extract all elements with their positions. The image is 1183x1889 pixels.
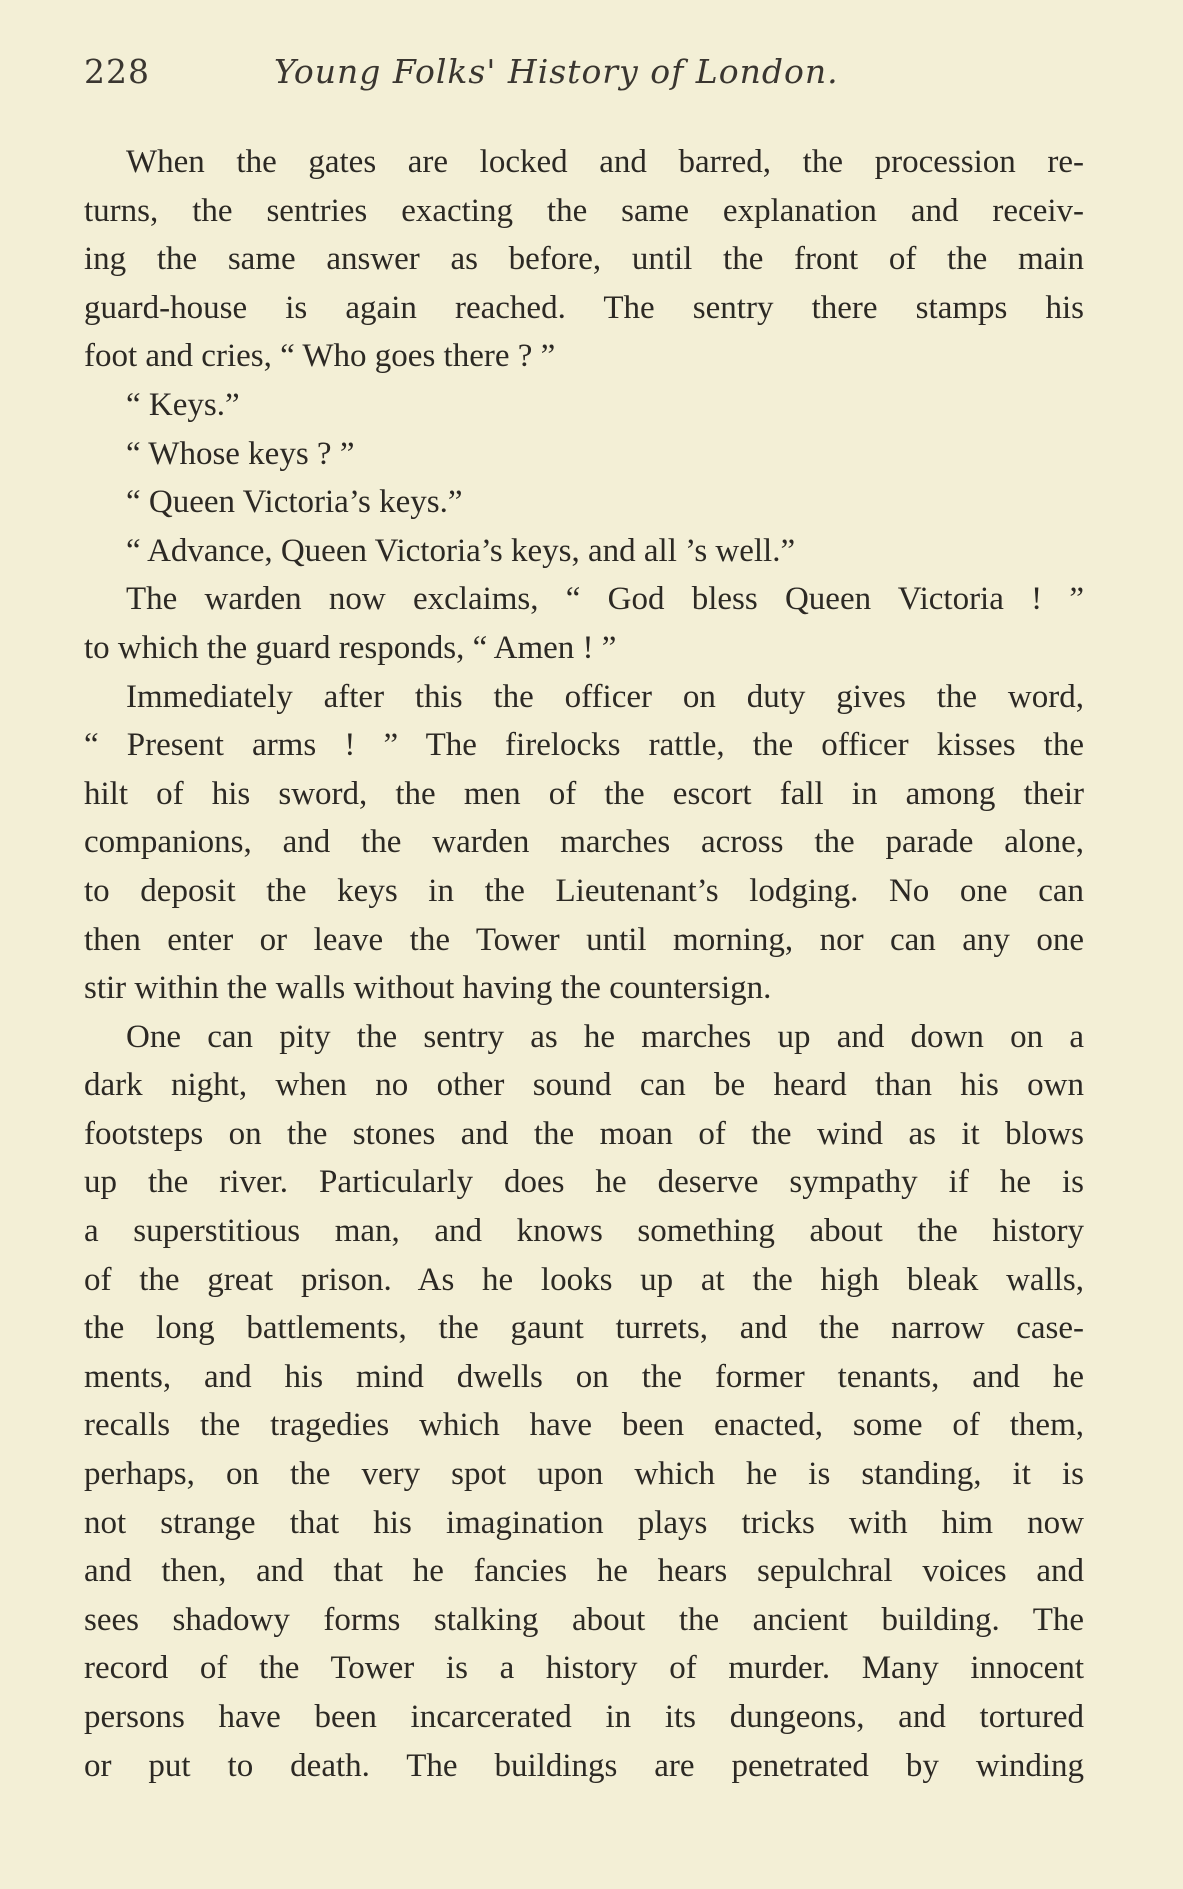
text-line: companions, and the warden marches across the parade alone, bbox=[84, 824, 1084, 861]
text-line: recalls the tragedies which have been enacted, some of them, bbox=[84, 1407, 1084, 1444]
text-line: “ Queen Victoria’s keys.” bbox=[126, 484, 463, 521]
text-line: and then, and that he fancies he hears sepulchral voices and bbox=[84, 1553, 1084, 1590]
text-line: stir within the walls without having the countersign. bbox=[84, 970, 772, 1007]
page-header bbox=[84, 52, 1084, 102]
text-line: ing the same answer as before, until the front of the main bbox=[84, 241, 1084, 278]
text-line: then enter or leave the Tower until morning, nor can any one bbox=[84, 921, 1084, 958]
text-line: footsteps on the stones and the moan of the wind as it blows bbox=[84, 1115, 1084, 1152]
text-line: One can pity the sentry as he marches up and down on a bbox=[126, 1018, 1084, 1055]
text-line: ments, and his mind dwells on the former tenants, and he bbox=[84, 1358, 1084, 1395]
text-line: perhaps, on the very spot upon which he is standing, it is bbox=[84, 1456, 1084, 1493]
text-line: not strange that his imagination plays tricks with him now bbox=[84, 1504, 1084, 1541]
text-line: “ Keys.” bbox=[126, 386, 240, 423]
text-line: Immediately after this the officer on duty gives the word, bbox=[126, 678, 1084, 715]
text-line: “ Present arms ! ” The firelocks rattle, the officer kisses the bbox=[84, 727, 1084, 764]
text-line: to deposit the keys in the Lieutenant’s lodging. No one can bbox=[84, 872, 1084, 909]
text-line: hilt of his sword, the men of the escort fall in among their bbox=[84, 775, 1084, 812]
text-line: “ Advance, Queen Victoria’s keys, and all ’s well.” bbox=[126, 532, 796, 569]
text-line: The warden now exclaims, “ God bless Queen Victoria ! ” bbox=[126, 581, 1084, 618]
text-line: guard-house is again reached. The sentry there stamps his bbox=[84, 289, 1084, 326]
text-line: to which the guard responds, “ Amen ! ” bbox=[84, 629, 617, 666]
text-line: of the great prison. As he looks up at the high bleak walls, bbox=[84, 1261, 1084, 1298]
text-line: foot and cries, “ Who goes there ? ” bbox=[84, 338, 556, 375]
text-line: sees shadowy forms stalking about the ancient building. The bbox=[84, 1601, 1084, 1638]
text-line: record of the Tower is a history of murder. Many innocent bbox=[84, 1650, 1084, 1687]
text-line: When the gates are locked and barred, the procession re- bbox=[126, 144, 1084, 180]
text-line: dark night, when no other sound can be heard than his own bbox=[84, 1067, 1084, 1104]
body-text bbox=[84, 138, 1084, 1790]
running-title: Young Folks' History of London. bbox=[274, 52, 839, 91]
text-line: turns, the sentries exacting the same explanation and receiv- bbox=[84, 192, 1084, 229]
text-line: a superstitious man, and knows something about the history bbox=[84, 1213, 1084, 1250]
text-line: persons have been incarcerated in its dungeons, and tortured bbox=[84, 1699, 1084, 1735]
text-line: or put to death. The buildings are penetrated by winding bbox=[84, 1747, 1084, 1784]
text-line: the long battlements, the gaunt turrets, and the narrow case- bbox=[84, 1310, 1084, 1347]
text-line: up the river. Particularly does he deserve sympathy if he is bbox=[84, 1164, 1084, 1201]
page-number: 228 bbox=[84, 52, 150, 91]
text-line: “ Whose keys ? ” bbox=[126, 435, 355, 472]
